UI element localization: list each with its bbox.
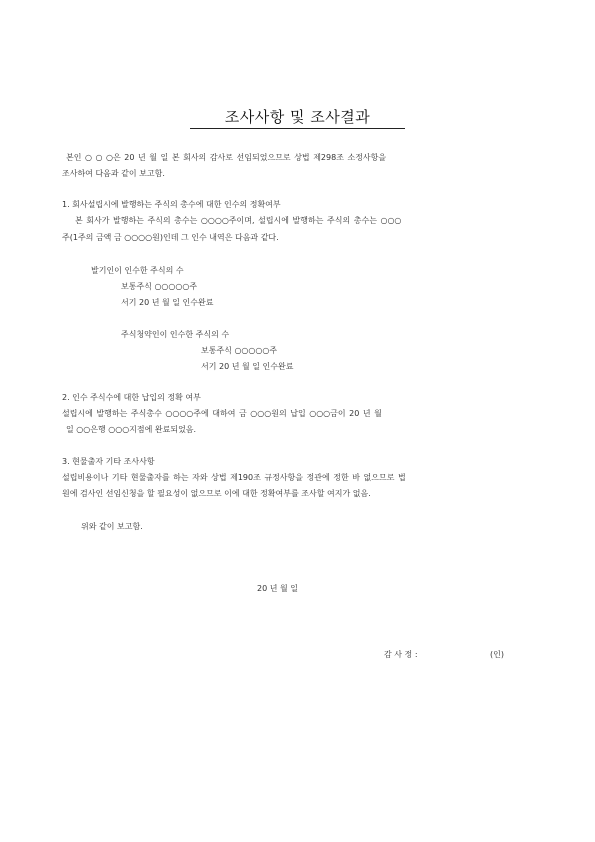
seal-mark: (인): [490, 650, 504, 659]
subscribers-shares: 보통주식 ○○○○○주: [201, 346, 278, 355]
section2-heading: 2. 인수 주식수에 대한 납입의 정확 여부: [62, 393, 201, 402]
report-date: 20 년 월 일: [257, 584, 298, 593]
section2-body-line-1: 설립시에 발행하는 주식총수 ○○○○주에 대하여 금 ○○○원의 납입 ○○○금이 20 년 월: [62, 409, 382, 418]
title-underline: [190, 128, 405, 129]
section3-heading: 3. 현물출자 기타 조사사항: [62, 457, 155, 466]
section2-body-line-2: 일 ○○은행 ○○○지점에 완료되었음.: [66, 425, 197, 434]
promoters-label: 발기인이 인수한 주식의 수: [91, 266, 184, 275]
intro-line-1: 본인 ○ ○ ○은 20 년 월 일 본 회사의 감사로 선임되었으므로 상법 제298조 소정사항을: [66, 153, 387, 162]
promoters-shares: 보통주식 ○○○○○주: [121, 282, 198, 291]
signature-label: 감 사 정 :: [384, 650, 418, 659]
section1-body-line-2: 주(1주의 금액 금 ○○○○원)인데 그 인수 내역은 다음과 같다.: [62, 233, 279, 242]
intro-line-2: 조사하여 다음과 같이 보고함.: [62, 169, 165, 178]
subscribers-date: 서기 20 년 월 일 인수완료: [201, 362, 294, 371]
section1-body-line-1: 본 회사가 발행하는 주식의 총수는 ○○○○주이며, 설립시에 발행하는 주식의 총수는 ○○○: [75, 216, 402, 225]
section3-body-line-1: 설립비용이나 기타 현물출자를 하는 자와 상법 제190조 규정사항을 정관에 정한 바 없으므로 법: [62, 473, 406, 482]
section3-body-line-2: 원에 검사인 선임신청을 할 필요성이 없으므로 이에 대한 정확여부를 조사할 여지가 없음.: [62, 489, 371, 498]
section1-heading: 1. 회사설립시에 발행하는 주식의 총수에 대한 인수의 정확여부: [62, 200, 281, 209]
closing-statement: 위와 같이 보고함.: [81, 522, 143, 531]
promoters-date: 서기 20 년 월 일 인수완료: [121, 298, 214, 307]
subscribers-label: 주식청약인이 인수한 주식의 수: [121, 330, 230, 339]
document-title: 조사사항 및 조사결과: [224, 108, 371, 126]
